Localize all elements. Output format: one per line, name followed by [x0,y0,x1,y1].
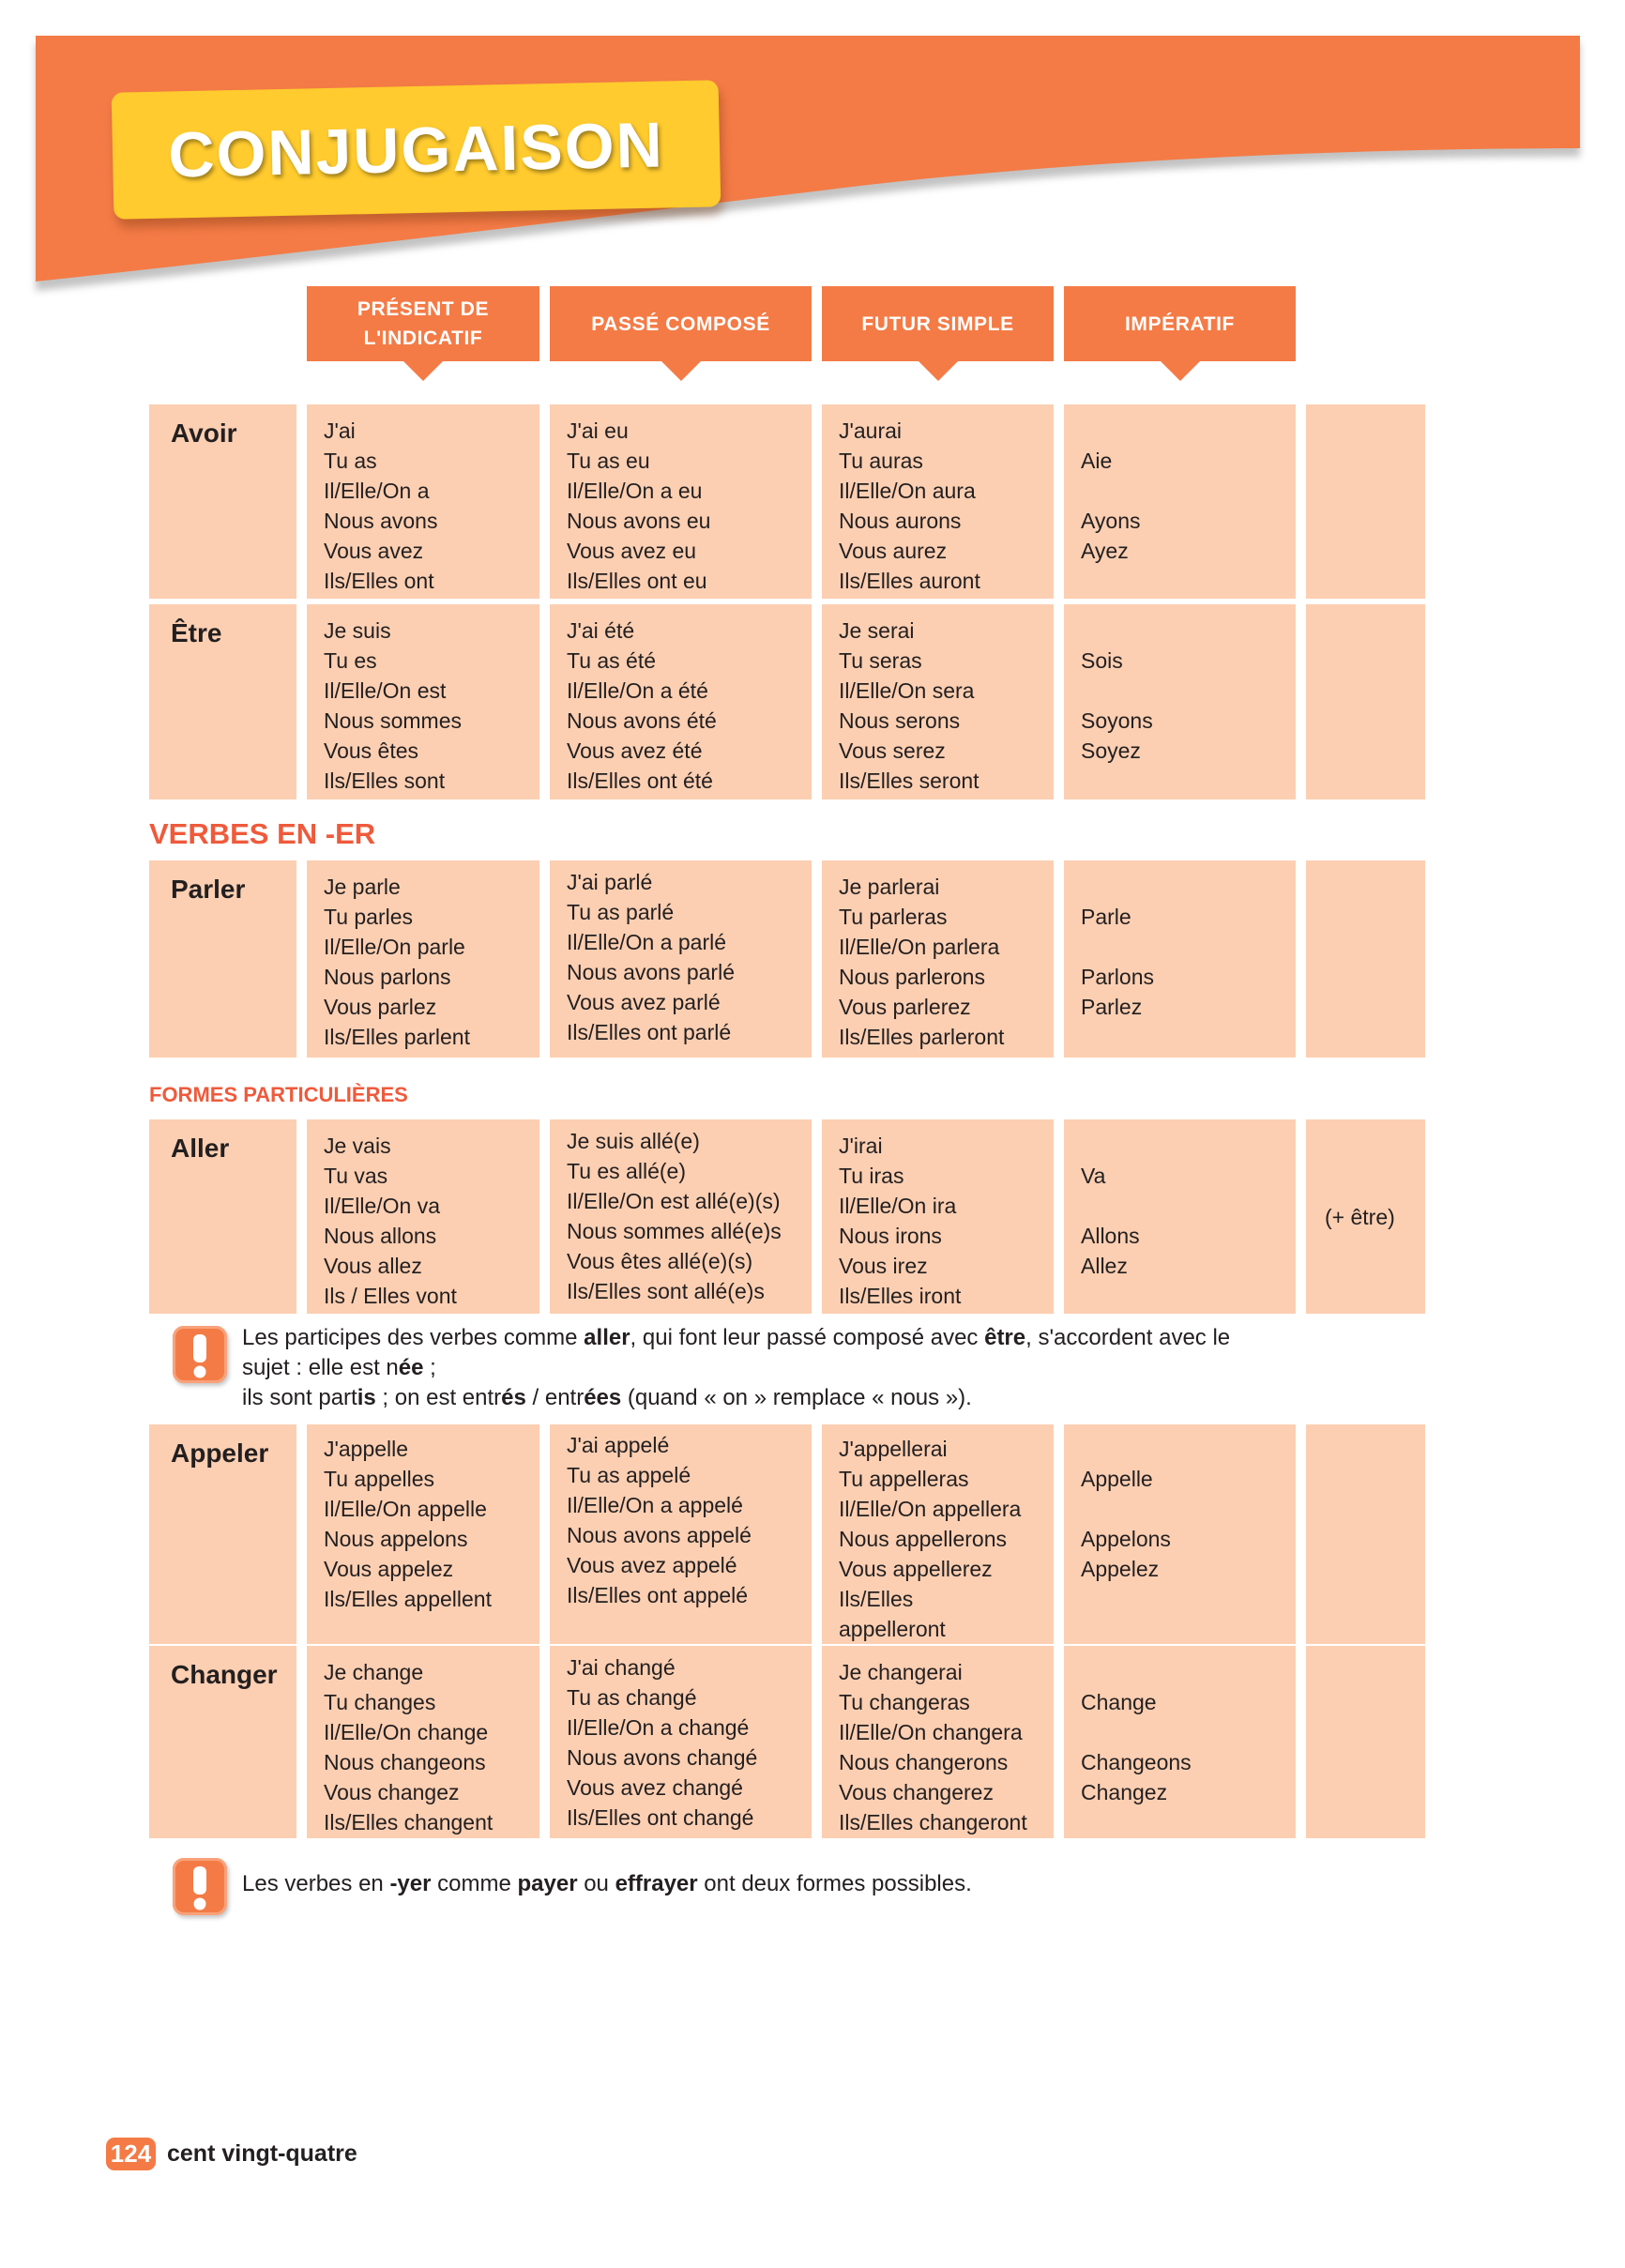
conjugation-line: Tu changes [324,1690,436,1714]
conjugation-line: Vous serez [839,738,946,763]
page-number-words: cent vingt-quatre [167,2140,357,2167]
conjugation-line: Appelez [1081,1557,1160,1581]
note-text-segment: Les participes des verbes comme [242,1325,585,1350]
conjugation-line: Vous êtes [324,738,419,763]
conjugation-line [1081,616,1296,646]
present-cell [307,1646,539,1838]
column-header-label: PASSÉ COMPOSÉ [591,312,770,335]
verb-row-appeler [149,1424,1425,1640]
conjugation-line: Nous sommes [324,708,462,733]
conjugation-line: Nous parlons [324,965,451,989]
column-headers [307,286,1296,361]
conjugation-line: J'ai [324,419,356,443]
verb-name-cell [149,604,296,799]
present-cell [307,404,539,599]
conjugation-line: Je changerai [839,1660,963,1684]
conjugation-line: Tu parleras [839,905,948,929]
conjugation-line: Il/Elle/On appelle [324,1497,487,1521]
conjugation-line: Tu as changé [567,1685,697,1710]
note-line [242,1383,1230,1413]
note-line [242,1323,1230,1353]
verb-name-cell [149,1119,296,1314]
note-text-segment: Les verbes en [242,1871,390,1896]
conjugation-line: Vous parlez [324,995,437,1019]
conjugation-line: Il/Elle/On a appelé [567,1493,743,1517]
conjugation-line: Je suis [324,618,391,643]
exclamation-icon [173,1326,227,1383]
verb-name-cell [149,1424,296,1644]
verb-row-parler [149,860,1425,1058]
futur-simple-cell [822,604,1054,799]
conjugation-line: Nous changeons [324,1750,486,1774]
auxiliary-note: (+ être) [1325,1204,1395,1229]
conjugation-line [1081,1191,1296,1221]
conjugation-line: Ils/Elles changent [324,1810,494,1834]
conjugation-line: Je suis allé(e) [567,1129,700,1153]
column-header-label: L'INDICATIF [363,327,483,349]
extra-cell [1306,860,1425,1058]
conjugation-line [1081,932,1296,962]
conjugation-line: J'ai appelé [567,1433,670,1457]
conjugation-line [1081,1494,1296,1524]
conjugation-line: Il/Elle/On est allé(e)(s) [567,1189,781,1213]
verb-name-cell [149,860,296,1058]
note-bold-text: être [984,1325,1026,1350]
column-header-label: PRÉSENT DE [357,298,490,320]
note-bold-text: is [357,1385,376,1410]
conjugation-line: Ils/Elles ont [324,569,434,593]
conjugation-line: Il/Elle/On a changé [567,1715,750,1740]
conjugation-line: Nous irons [839,1224,942,1248]
conjugation-line: Il/Elle/On ira [839,1194,957,1218]
column-header-present [307,286,539,361]
conjugation-line: Il/Elle/On a eu [567,479,703,503]
note-text-segment: / entr [525,1385,585,1410]
note-bold-text: és [501,1385,526,1410]
verb-name: Changer [171,1660,278,1689]
passe-compose-cell [550,604,812,799]
conjugation-line: Vous avez appelé [567,1553,737,1577]
futur-simple-cell [822,860,1054,1058]
note-bold-text: effrayer [615,1871,698,1896]
conjugation-line [1081,1434,1296,1464]
imperatif-cell [1064,1424,1296,1644]
conjugation-line: Nous avons [324,509,438,533]
note-line [242,1353,1230,1383]
conjugation-line: Changez [1081,1780,1168,1804]
conjugation-line: Changeons [1081,1750,1192,1774]
conjugation-line: J'ai changé [567,1655,676,1680]
conjugation-line [1081,1657,1296,1687]
note-text-segment: ont deux formes possibles. [697,1871,972,1896]
grammar-note [242,1869,972,1899]
conjugation-line: Il/Elle/On parlera [839,935,1000,959]
conjugation-line [1081,416,1296,446]
conjugation-line: Tu auras [839,449,923,473]
extra-cell [1306,1424,1425,1644]
conjugation-line: J'appellerai [839,1437,948,1461]
conjugation-line: Nous appelons [324,1527,468,1551]
conjugation-line: Nous changerons [839,1750,1009,1774]
passe-compose-cell [550,860,812,1058]
futur-simple-cell [822,404,1054,599]
conjugation-line: J'ai eu [567,419,629,443]
section-heading-formes-particulieres: FORMES PARTICULIÈRES [149,1083,408,1106]
conjugation-line: Tu as parlé [567,900,675,924]
conjugation-line: Il/Elle/On parle [324,935,465,959]
conjugation-line: Tu appelleras [839,1467,969,1491]
conjugation-line: Je parle [324,875,401,899]
conjugation-line: Nous avons changé [567,1745,758,1770]
extra-cell [1306,1119,1425,1314]
conjugation-line: Vous irez [839,1254,928,1278]
note-text-segment: sujet : elle est n [242,1355,399,1380]
conjugation-line [1081,1131,1296,1161]
conjugation-line: J'aurai [839,419,903,443]
note-text-segment: , s'accordent avec le [1025,1325,1231,1350]
conjugation-line: Ils/Elles seront [839,769,980,793]
conjugation-line: Tu es [324,648,377,673]
conjugation-line: appelleront [839,1617,946,1641]
conjugation-line: Tu as [324,449,377,473]
conjugation-line: J'ai été [567,618,635,643]
conjugation-line: Ils / Elles vont [324,1284,457,1308]
conjugation-line: Tu as été [567,648,657,673]
conjugation-line: Tu as appelé [567,1463,691,1487]
conjugation-line: Va [1081,1164,1106,1188]
conjugation-line: Appelle [1081,1467,1153,1491]
conjugation-line: Tu seras [839,648,922,673]
conjugation-line: Tu es allé(e) [567,1159,686,1183]
present-cell [307,1119,539,1314]
conjugation-line: Aie [1081,449,1113,473]
note-bold-text: payer [517,1871,578,1896]
conjugation-line: J'irai [839,1134,883,1158]
conjugation-line: Vous parlerez [839,995,971,1019]
conjugation-line: Tu as eu [567,449,650,473]
note-text-segment: , qui font leur passé composé avec [630,1325,985,1350]
conjugation-line: Je change [324,1660,424,1684]
conjugation-line: Ils/Elles ont parlé [567,1020,732,1044]
exclamation-icon [173,1858,227,1915]
exclamation-glyph [173,1326,227,1383]
conjugation-line: Nous appellerons [839,1527,1008,1551]
note-text-segment: ou [577,1871,615,1896]
conjugation-line: Nous avons eu [567,509,711,533]
verb-name-cell [149,1646,296,1838]
imperatif-cell [1064,860,1296,1058]
verb-name: Avoir [171,419,237,448]
verb-name: Aller [171,1134,230,1163]
conjugation-line: Je parlerai [839,875,940,899]
conjugation-line: Il/Elle/On est [324,678,447,703]
conjugation-line: Ils/Elles changeront [839,1810,1027,1834]
note-text-segment: ils sont part [242,1385,357,1410]
section-heading-verbes-er: VERBES EN -ER [149,817,376,850]
conjugation-line: Ils/Elles sont allé(e)s [567,1279,765,1303]
conjugation-line: Vous avez [324,539,424,563]
conjugation-line: Ils/Elles parlent [324,1025,470,1049]
conjugation-line: J'ai parlé [567,870,653,894]
note-bold-text: ée [398,1355,424,1380]
conjugation-line: Vous appellerez [839,1557,993,1581]
extra-cell [1306,604,1425,799]
present-cell [307,1424,539,1644]
conjugation-line: Ayez [1081,539,1129,563]
conjugation-line: Sois [1081,648,1123,673]
conjugation-line: Nous sommes allé(e)s [567,1219,782,1243]
conjugation-line: Vous êtes allé(e)(s) [567,1249,753,1273]
note-text-segment: comme [431,1871,518,1896]
title-tag [112,80,721,220]
conjugation-line: Ils/Elles appellent [324,1587,492,1611]
conjugation-line: Ils/Elles [839,1587,914,1611]
conjugation-line: Il/Elle/On a été [567,678,708,703]
verb-row-changer [149,1646,1425,1838]
conjugation-line: Il/Elle/On appellera [839,1497,1022,1521]
column-header-futur-simple [822,286,1054,361]
conjugation-line: Ils/Elles ont appelé [567,1583,749,1607]
conjugation-line: Il/Elle/On a parlé [567,930,727,954]
conjugation-line: Soyons [1081,708,1153,733]
column-header-label: IMPÉRATIF [1124,312,1235,335]
conjugation-line: Soyez [1081,738,1141,763]
conjugation-line: Nous serons [839,708,961,733]
note-bold-text: -yer [389,1871,432,1896]
exclamation-glyph [173,1858,227,1915]
conjugation-line: Ils/Elles sont [324,769,446,793]
conjugation-line: Il/Elle/On changera [839,1720,1023,1744]
conjugation-line: Ayons [1081,509,1141,533]
imperatif-cell [1064,404,1296,599]
conjugation-line: Allez [1081,1254,1128,1278]
note-line [242,1869,972,1899]
passe-compose-cell [550,404,812,599]
futur-simple-cell [822,1424,1054,1644]
imperatif-cell [1064,1646,1296,1838]
conjugation-line: Nous aurons [839,509,962,533]
extra-cell [1306,1646,1425,1838]
conjugation-line: Tu iras [839,1164,904,1188]
note-text-segment: (quand « on » remplace « nous »). [621,1385,972,1410]
conjugation-line: Ils/Elles parleront [839,1025,1005,1049]
conjugation-line: Nous avons appelé [567,1523,752,1547]
conjugation-line: Vous changez [324,1780,460,1804]
imperatif-cell [1064,604,1296,799]
conjugation-line: Nous parlerons [839,965,985,989]
page-number-badge: 124 [106,2138,156,2170]
conjugation-line: J'appelle [324,1437,409,1461]
conjugation-line: Parlez [1081,995,1143,1019]
page-title: CONJUGAISON [167,108,665,191]
conjugation-line: Vous avez parlé [567,990,721,1014]
verb-row-aller [149,1119,1425,1314]
conjugation-line: Vous avez eu [567,539,697,563]
verb-name: Appeler [171,1438,269,1468]
column-header-imperatif [1064,286,1296,361]
grammar-note [242,1323,1230,1413]
conjugation-line: Tu vas [324,1164,388,1188]
conjugation-line: Appelons [1081,1527,1171,1551]
conjugation-line: Vous allez [324,1254,422,1278]
conjugation-line: Je serai [839,618,915,643]
conjugation-line: Vous appelez [324,1557,454,1581]
conjugation-line: Parle [1081,905,1131,929]
futur-simple-cell [822,1646,1054,1838]
conjugation-line: Nous avons été [567,708,717,733]
note-bold-text: aller [584,1325,630,1350]
conjugation-line: Ils/Elles iront [839,1284,962,1308]
present-cell [307,860,539,1058]
conjugation-line: Ils/Elles ont changé [567,1805,754,1830]
verb-name: Être [171,618,222,647]
conjugation-line: Il/Elle/On aura [839,479,976,503]
conjugation-line: Vous avez été [567,738,703,763]
conjugation-line: Vous aurez [839,539,948,563]
present-cell [307,604,539,799]
conjugation-line [1081,676,1296,706]
extra-cell [1306,404,1425,599]
column-header-passe-compose [550,286,812,361]
conjugation-line [1081,872,1296,902]
futur-simple-cell [822,1119,1054,1314]
column-header-label: FUTUR SIMPLE [861,312,1014,335]
conjugation-line: Tu parles [324,905,414,929]
conjugation-line: Je vais [324,1134,391,1158]
conjugation-line: Ils/Elles ont eu [567,569,707,593]
conjugation-line: Tu changeras [839,1690,970,1714]
conjugation-line: Il/Elle/On sera [839,678,975,703]
conjugation-line [1081,476,1296,506]
conjugation-line: Ils/Elles ont été [567,769,713,793]
note-bold-text: ées [584,1385,622,1410]
conjugation-line: Change [1081,1690,1157,1714]
conjugation-line: Nous allons [324,1224,437,1248]
passe-compose-cell [550,1424,812,1644]
conjugation-line: Vous avez changé [567,1775,743,1800]
imperatif-cell [1064,1119,1296,1314]
conjugation-line: Il/Elle/On va [324,1194,440,1218]
conjugation-line: Il/Elle/On change [324,1720,489,1744]
conjugation-line: Allons [1081,1224,1140,1248]
conjugation-line: Parlons [1081,965,1154,989]
passe-compose-cell [550,1646,812,1838]
conjugation-line: Tu appelles [324,1467,435,1491]
verb-row-avoir [149,404,1425,599]
verb-name-cell [149,404,296,599]
verb-name: Parler [171,875,246,904]
verb-row-etre [149,604,1425,799]
conjugation-line: Nous avons parlé [567,960,735,984]
conjugation-line: Ils/Elles auront [839,569,980,593]
conjugation-line: Vous changerez [839,1780,994,1804]
note-text-segment: ; on est entr [375,1385,502,1410]
note-text-segment: ; [423,1355,436,1380]
conjugation-line [1081,1717,1296,1747]
passe-compose-cell [550,1119,812,1314]
conjugation-line: Il/Elle/On a [324,479,430,503]
